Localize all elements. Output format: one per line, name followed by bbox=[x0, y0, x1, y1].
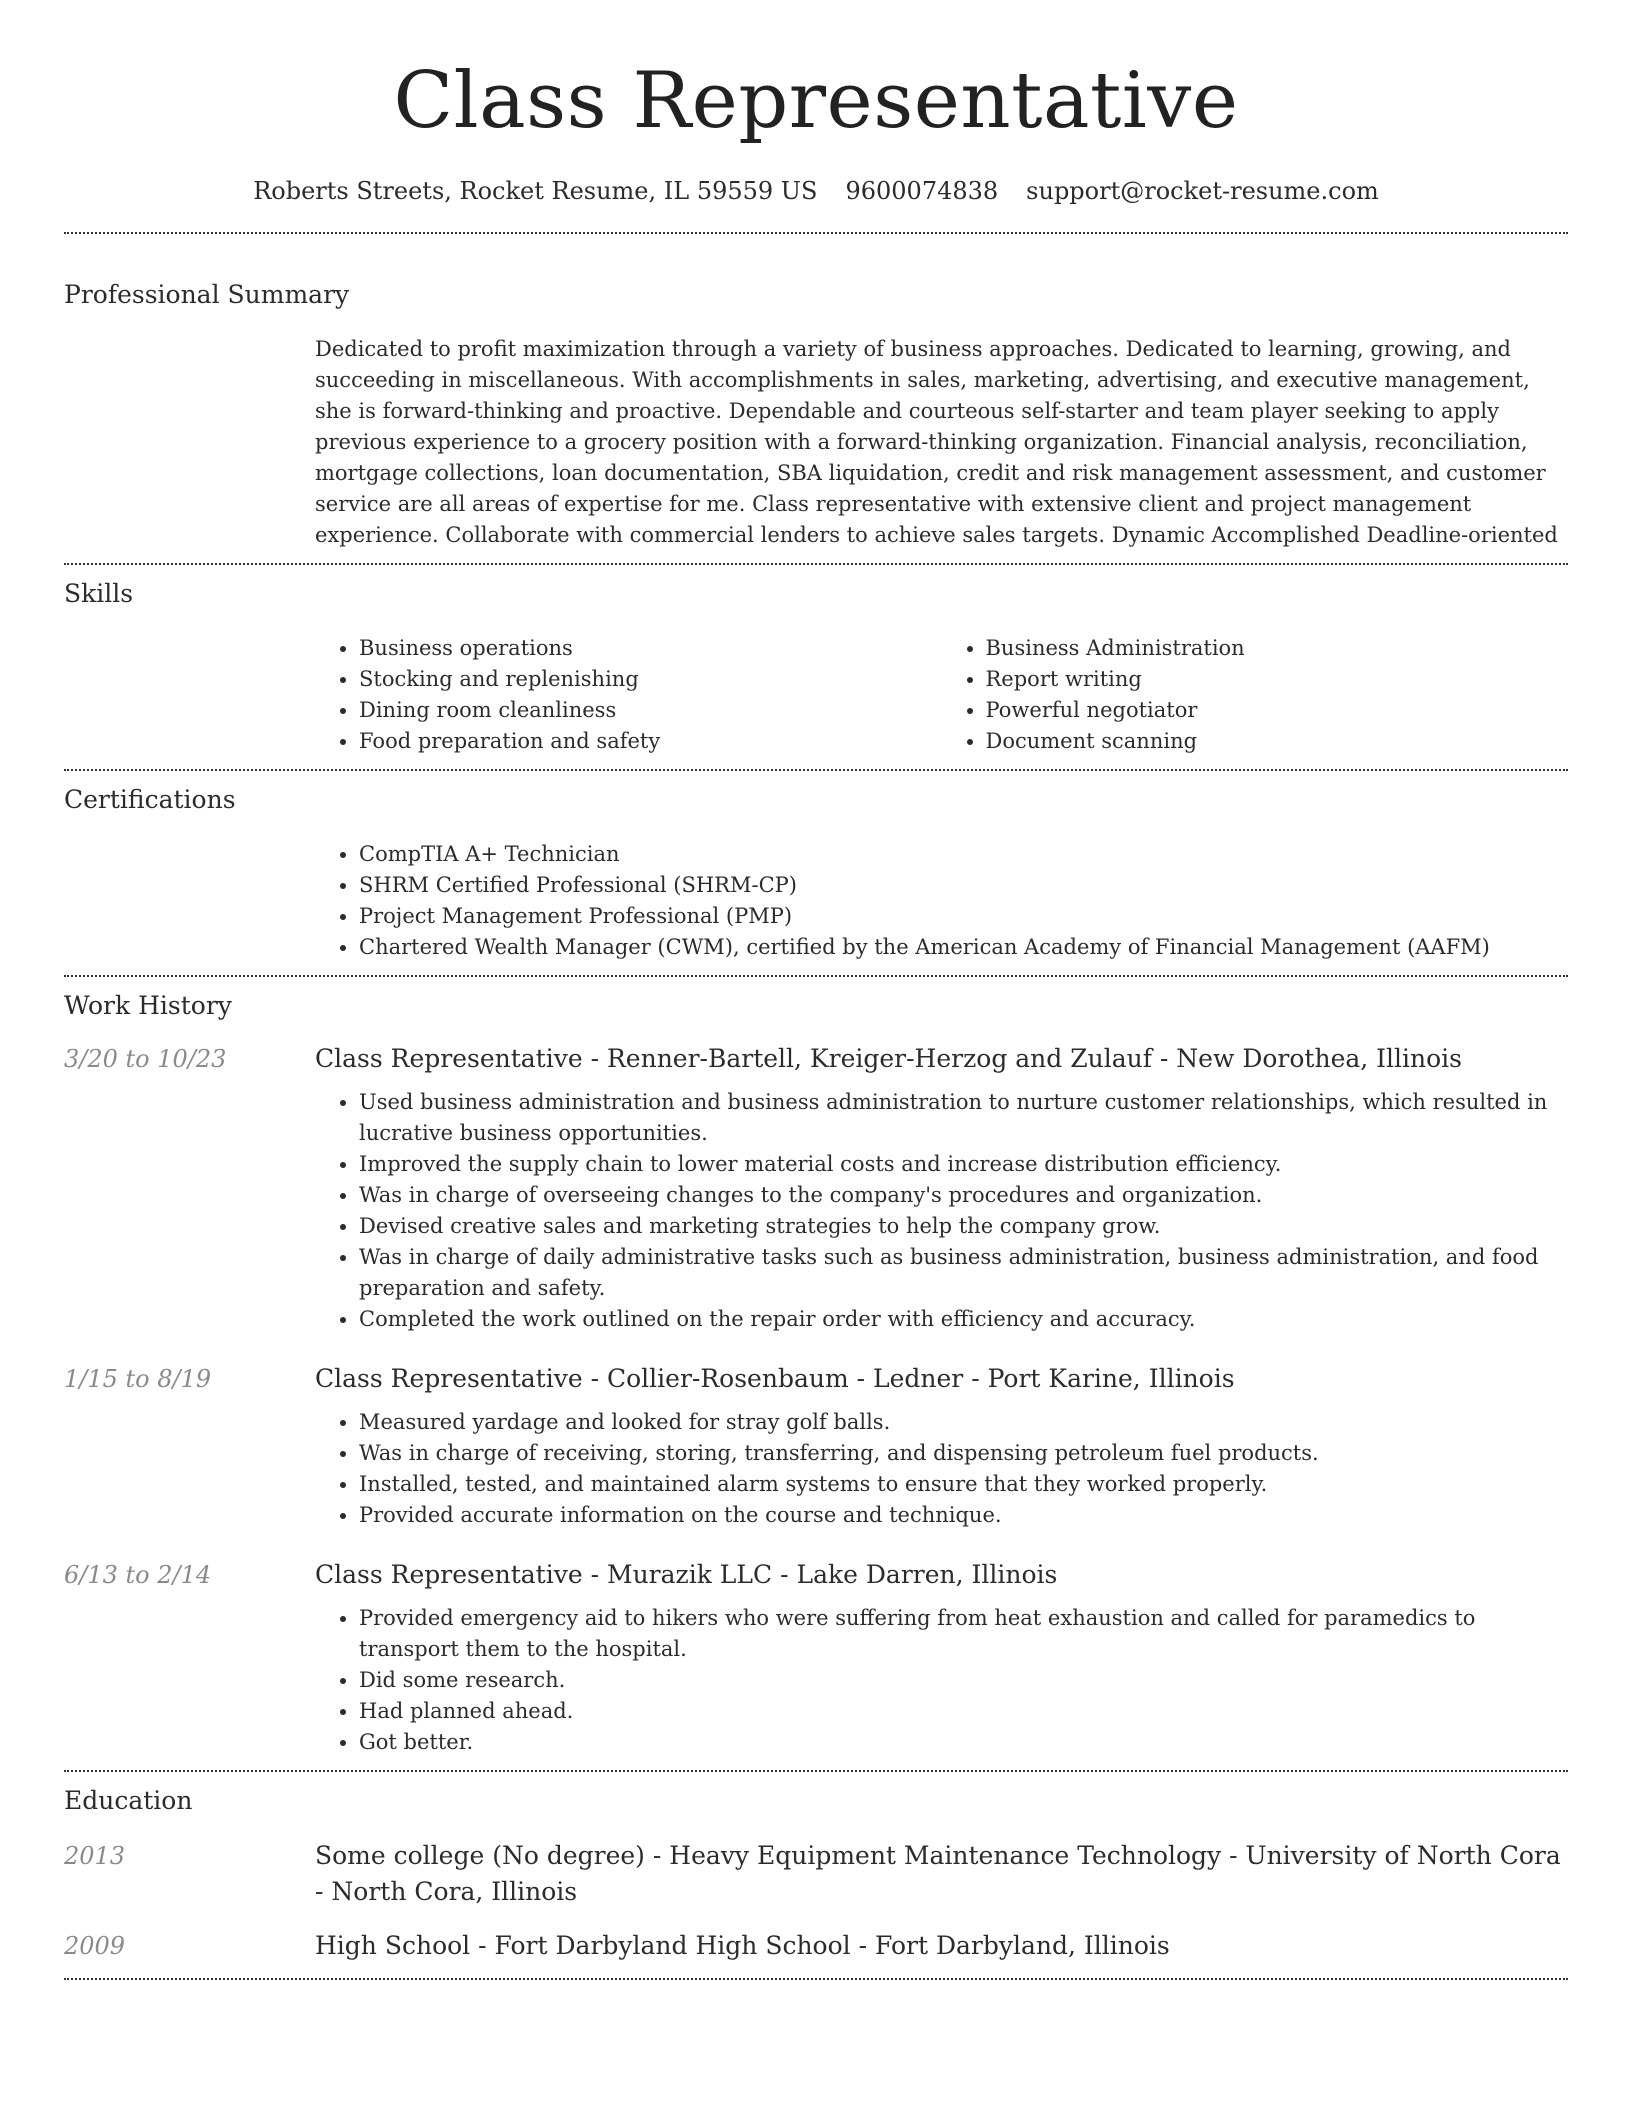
job-entry bbox=[64, 1557, 1568, 1758]
skill-item: • Powerful negotiator bbox=[986, 695, 1569, 726]
divider bbox=[64, 232, 1568, 234]
education-entry bbox=[64, 1928, 1568, 1964]
skills-list bbox=[315, 633, 1568, 757]
education-text: Some college (No degree) - Heavy Equipment Maintenance Technology - University of North Cora - North Cora, Illinois bbox=[315, 1841, 1561, 1906]
job-bullet: • Did some research. bbox=[359, 1665, 1568, 1696]
education-year: 2013 bbox=[64, 1842, 126, 1870]
section-education bbox=[64, 1784, 1568, 1964]
education-entry bbox=[64, 1838, 1568, 1910]
contact-email: support@rocket-resume.com bbox=[1026, 177, 1379, 205]
section-title-education: Education bbox=[64, 1786, 193, 1815]
skill-item: • Business operations bbox=[359, 633, 942, 664]
section-title-summary: Professional Summary bbox=[64, 280, 350, 309]
skill-item: • Dining room cleanliness bbox=[359, 695, 942, 726]
job-bullet: • Got better. bbox=[359, 1727, 1568, 1758]
job-bullet: • Had planned ahead. bbox=[359, 1696, 1568, 1727]
skill-item: • Business Administration bbox=[986, 633, 1569, 664]
certification-item: • Chartered Wealth Manager (CWM), certified by the American Academy of Financial Management (AAFM) bbox=[359, 932, 1568, 963]
skill-item: • Document scanning bbox=[986, 726, 1569, 757]
resume-name: Class Representative bbox=[393, 56, 1239, 146]
job-bullet: • Completed the work outlined on the repair order with efficiency and accuracy. bbox=[359, 1304, 1568, 1335]
contact-phone: 9600074838 bbox=[845, 177, 999, 205]
section-skills bbox=[64, 577, 1568, 757]
skill-item: • Report writing bbox=[986, 664, 1569, 695]
divider bbox=[64, 769, 1568, 771]
job-bullet: • Provided emergency aid to hikers who were suffering from heat exhaustion and called for paramedics to transport them to the hospital. bbox=[359, 1603, 1568, 1665]
skill-item: • Food preparation and safety bbox=[359, 726, 942, 757]
job-bullet: • Improved the supply chain to lower material costs and increase distribution efficiency. bbox=[359, 1149, 1568, 1180]
job-bullet: • Was in charge of daily administrative tasks such as business administration, business administration, and food preparation and safety. bbox=[359, 1242, 1568, 1304]
contact-line bbox=[64, 174, 1568, 208]
summary-text: Dedicated to profit maximization through a variety of business approaches. Dedicated to learning, growing, and succeeding in miscellaneous. With accomplishments in sales, marketing, advertising, and executive management, she is forward-thinking and proactive. Dependable and courteous self-starter and team player seeking to apply previous experience to a grocery position with a forward-thinking organization. Financial analysis, reconciliation, mortgage collections, loan documentation, SBA liquidation, credit and risk management assessment, and customer service are all areas of expertise for me. Class representative with extensive client and project management experience. Collaborate with commercial lenders to achieve sales targets. Dynamic Accomplished Deadline-oriented bbox=[315, 337, 1558, 547]
skills-column-left bbox=[315, 633, 942, 757]
job-bullet: • Provided accurate information on the course and technique. bbox=[359, 1500, 1568, 1531]
job-bullet: • Was in charge of receiving, storing, transferring, and dispensing petroleum fuel products. bbox=[359, 1438, 1568, 1469]
job-title: Class Representative - Renner-Bartell, Kreiger-Herzog and Zulauf - New Dorothea, Illinois bbox=[315, 1044, 1462, 1073]
certification-item: • CompTIA A+ Technician bbox=[359, 839, 1568, 870]
job-title: Class Representative - Murazik LLC - Lake Darren, Illinois bbox=[315, 1560, 1058, 1589]
education-text: High School - Fort Darbyland High School - Fort Darbyland, Illinois bbox=[315, 1931, 1170, 1960]
job-dates: 6/13 to 2/14 bbox=[64, 1561, 212, 1589]
divider bbox=[64, 1770, 1568, 1772]
skills-column-right bbox=[942, 633, 1569, 757]
section-summary bbox=[64, 278, 1568, 551]
divider bbox=[64, 1978, 1568, 1980]
job-bullet: • Devised creative sales and marketing strategies to help the company grow. bbox=[359, 1211, 1568, 1242]
certification-item: • SHRM Certified Professional (SHRM-CP) bbox=[359, 870, 1568, 901]
job-bullets bbox=[315, 1407, 1568, 1531]
skill-item: • Stocking and replenishing bbox=[359, 664, 942, 695]
job-bullets bbox=[315, 1087, 1568, 1335]
section-certifications bbox=[64, 783, 1568, 963]
section-title-skills: Skills bbox=[64, 579, 134, 608]
job-bullet: • Used business administration and business administration to nurture customer relationships, which resulted in lucrative business opportunities. bbox=[359, 1087, 1568, 1149]
job-dates: 1/15 to 8/19 bbox=[64, 1365, 212, 1393]
job-entry bbox=[64, 1361, 1568, 1531]
education-year: 2009 bbox=[64, 1932, 126, 1960]
section-title-work: Work History bbox=[64, 991, 232, 1020]
job-entry bbox=[64, 1041, 1568, 1335]
certification-item: • Project Management Professional (PMP) bbox=[359, 901, 1568, 932]
section-work-history bbox=[64, 989, 1568, 1758]
job-bullet: • Installed, tested, and maintained alarm systems to ensure that they worked properly. bbox=[359, 1469, 1568, 1500]
job-bullet: • Was in charge of overseeing changes to the company's procedures and organization. bbox=[359, 1180, 1568, 1211]
contact-address: Roberts Streets, Rocket Resume, IL 59559 US bbox=[253, 177, 818, 205]
job-bullets bbox=[315, 1603, 1568, 1758]
divider bbox=[64, 563, 1568, 565]
job-title: Class Representative - Collier-Rosenbaum - Ledner - Port Karine, Illinois bbox=[315, 1364, 1235, 1393]
certifications-list bbox=[315, 839, 1568, 963]
divider bbox=[64, 975, 1568, 977]
job-bullet: • Measured yardage and looked for stray golf balls. bbox=[359, 1407, 1568, 1438]
job-dates: 3/20 to 10/23 bbox=[64, 1045, 227, 1073]
section-title-certifications: Certifications bbox=[64, 785, 236, 814]
